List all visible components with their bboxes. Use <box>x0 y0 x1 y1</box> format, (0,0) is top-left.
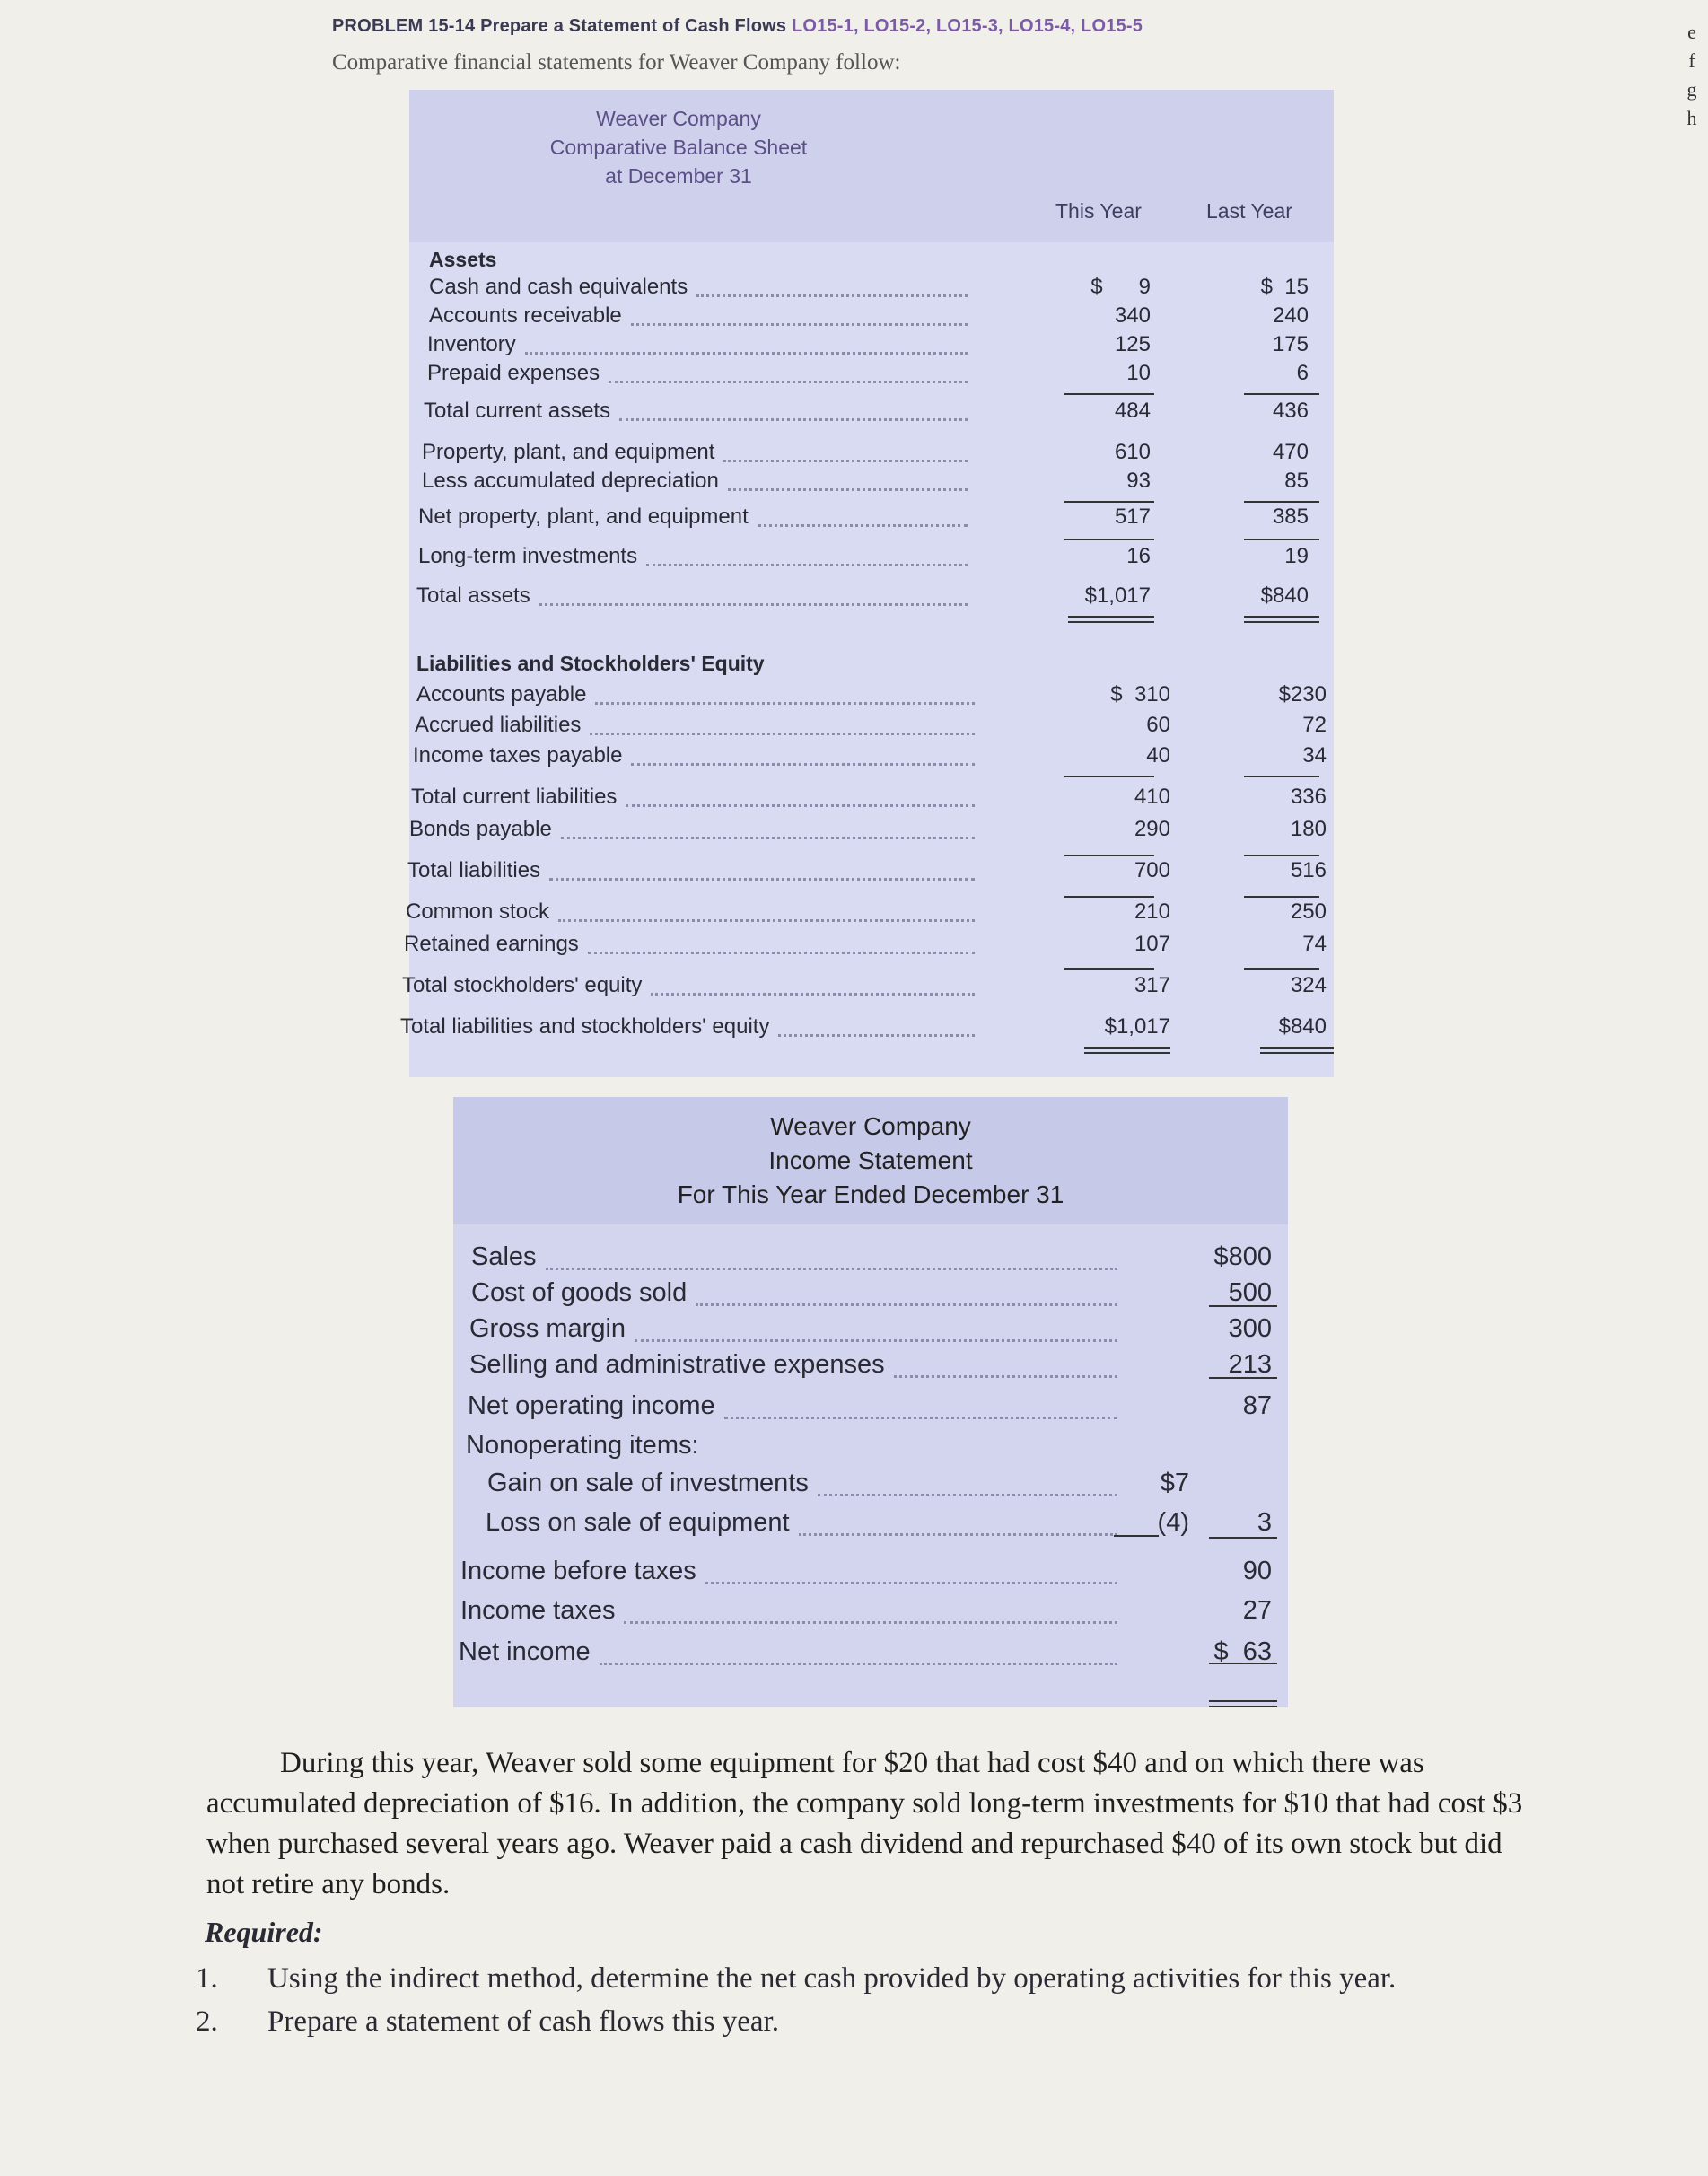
row-label: Common stock <box>406 899 550 924</box>
income-row <box>469 1314 1272 1350</box>
double-underline <box>1084 1047 1170 1054</box>
item-number: 1. <box>196 1962 218 1995</box>
this-year-value: $1,017 <box>1104 1014 1170 1039</box>
row-label: Prepaid expenses <box>427 361 600 385</box>
leader-dots <box>590 733 975 735</box>
balance-row <box>409 817 1327 849</box>
last-year-value: 6 <box>1296 361 1309 385</box>
amount-value: 90 <box>1242 1557 1272 1585</box>
this-year-value: 517 <box>1114 505 1151 529</box>
leader-dots <box>894 1375 1117 1378</box>
this-year-value: 700 <box>1134 858 1170 882</box>
leader-dots <box>651 993 975 996</box>
inner-amount: (4) <box>1157 1508 1189 1537</box>
last-year-value: 385 <box>1272 505 1309 529</box>
inner-amount: $7 <box>1160 1469 1189 1497</box>
row-label: Total assets <box>416 583 530 608</box>
leader-dots <box>600 1663 1117 1665</box>
double-underline <box>1244 616 1319 623</box>
this-year-value: $ 310 <box>1110 682 1170 706</box>
underline <box>1244 393 1319 395</box>
row-label: Income taxes <box>460 1596 616 1625</box>
edge-letter: h <box>1686 107 1697 129</box>
row-label: Total liabilities and stockholders' equity <box>400 1014 770 1039</box>
this-year-value: 125 <box>1114 332 1151 356</box>
balance-sheet <box>400 90 1334 1077</box>
amount-value: 87 <box>1242 1391 1272 1420</box>
balance-row <box>402 973 1327 1005</box>
statement-date: at December 31 <box>605 164 752 188</box>
this-year-value: 290 <box>1134 817 1170 841</box>
last-year-value: $230 <box>1278 682 1327 706</box>
balance-row <box>424 399 1309 431</box>
amount-value: 213 <box>1228 1350 1272 1379</box>
underline <box>1064 393 1154 395</box>
assets-header: Assets <box>429 248 497 271</box>
last-year-value: 240 <box>1272 303 1309 328</box>
last-year-value: 85 <box>1284 469 1309 493</box>
statement-name: Income Statement <box>768 1146 973 1174</box>
balance-row <box>404 932 1327 964</box>
statement-period: For This Year Ended December 31 <box>677 1180 1064 1208</box>
leader-dots <box>539 603 968 606</box>
income-row <box>471 1278 1272 1314</box>
learning-objective-codes: LO15-1, LO15-2, LO15-3, LO15-4, LO15-5 <box>791 16 1143 36</box>
row-label: Accrued liabilities <box>415 713 582 737</box>
row-label: Total stockholders' equity <box>402 973 643 997</box>
leader-dots <box>624 1621 1117 1624</box>
row-label: Retained earnings <box>404 932 579 956</box>
balance-row <box>427 361 1309 393</box>
this-year-value: 210 <box>1134 899 1170 924</box>
balance-row <box>407 858 1327 891</box>
leader-dots <box>631 323 968 326</box>
company-name: Weaver Company <box>770 1112 971 1140</box>
this-year-value: 410 <box>1134 785 1170 809</box>
row-label: Total liabilities <box>407 858 541 882</box>
underline <box>1244 539 1319 540</box>
row-label: Income before taxes <box>460 1557 696 1585</box>
leader-dots <box>723 460 968 462</box>
amount-value: 27 <box>1242 1596 1272 1625</box>
problem-subtitle: Comparative financial statements for Weaver Company follow: <box>332 50 901 75</box>
underline <box>1064 855 1154 856</box>
amount-value: 500 <box>1228 1278 1272 1307</box>
statement-name: Comparative Balance Sheet <box>549 136 808 159</box>
underline <box>1244 855 1319 856</box>
row-label: Net income <box>459 1637 591 1666</box>
row-label: Less accumulated depreciation <box>422 469 719 493</box>
last-year-value: 436 <box>1272 399 1309 423</box>
income-row <box>487 1469 1272 1505</box>
leader-dots <box>619 418 968 421</box>
income-statement <box>453 1097 1288 1707</box>
last-year-value: $840 <box>1260 583 1309 608</box>
double-underline <box>1260 1047 1334 1054</box>
leader-dots <box>558 919 975 922</box>
leader-dots <box>705 1582 1117 1584</box>
row-label: Accounts receivable <box>429 303 622 328</box>
balance-row <box>418 544 1309 576</box>
this-year-value: $1,017 <box>1084 583 1151 608</box>
underline <box>1064 539 1154 540</box>
problem-heading <box>332 16 1143 37</box>
row-label: Income taxes payable <box>413 743 623 768</box>
underline <box>1064 896 1154 898</box>
this-year-value: $ 9 <box>1090 275 1151 299</box>
balance-row <box>413 743 1327 776</box>
row-label: Long-term investments <box>418 544 638 568</box>
underline <box>1209 1305 1277 1307</box>
row-label: Total current liabilities <box>411 785 618 809</box>
leader-dots <box>758 524 968 527</box>
page-edge-letters <box>1683 18 1701 133</box>
edge-letter: e <box>1687 21 1696 43</box>
leader-dots <box>631 763 975 766</box>
column-header-this-year: This Year <box>1055 199 1142 223</box>
underline <box>1209 1537 1277 1539</box>
last-year-value: 250 <box>1290 899 1327 924</box>
leader-dots <box>525 352 968 355</box>
problem-narrative: During this year, Weaver sold some equipment for $20 that had cost $40 and on which there was accumulated depreciation of $16. In addition, the company sold long-term investments for $10 that had cost $3 when purchased several years ago. Weaver paid a cash dividend and repurchased $40 of its own stock but did not retire any bonds. <box>206 1747 1523 1900</box>
income-row <box>459 1637 1272 1673</box>
leader-dots <box>696 294 968 297</box>
last-year-value: 72 <box>1302 713 1327 737</box>
balance-row <box>429 275 1309 307</box>
row-label: Gain on sale of investments <box>487 1469 809 1497</box>
balance-row <box>416 583 1309 616</box>
underline <box>1209 1663 1277 1664</box>
underline <box>1064 501 1154 503</box>
amount-value: 3 <box>1257 1508 1272 1537</box>
last-year-value: 34 <box>1302 743 1327 768</box>
company-name: Weaver Company <box>596 107 761 130</box>
leader-dots <box>546 1268 1117 1270</box>
balance-row <box>400 1014 1327 1047</box>
leader-dots <box>549 878 975 881</box>
liabilities-header: Liabilities and Stockholders' Equity <box>416 652 765 675</box>
edge-letter: g <box>1686 78 1697 101</box>
balance-row <box>427 332 1309 364</box>
row-label: Net operating income <box>468 1391 715 1420</box>
row-label: Selling and administrative expenses <box>469 1350 885 1379</box>
row-label: Accounts payable <box>416 682 587 706</box>
last-year-value: 470 <box>1272 440 1309 464</box>
underline <box>1244 501 1319 503</box>
row-label: Sales <box>471 1242 537 1271</box>
leader-dots <box>635 1339 1117 1342</box>
underline <box>1244 968 1319 970</box>
balance-sheet-title <box>409 104 948 190</box>
leader-dots <box>724 1417 1117 1419</box>
problem-label: PROBLEM 15-14 Prepare a Statement of Cash Flows <box>332 16 787 36</box>
column-header-last-year: Last Year <box>1206 199 1292 223</box>
balance-row <box>415 713 1327 745</box>
amount-value: 300 <box>1228 1314 1272 1343</box>
balance-row <box>416 682 1327 715</box>
income-row <box>466 1431 1272 1467</box>
row-label: Gross margin <box>469 1314 626 1343</box>
leader-dots <box>588 952 975 954</box>
this-year-value: 93 <box>1126 469 1151 493</box>
income-statement-title <box>453 1110 1288 1212</box>
edge-letter: f <box>1688 49 1695 72</box>
this-year-value: 40 <box>1146 743 1170 768</box>
row-label: Total current assets <box>424 399 611 423</box>
row-label: Bonds payable <box>409 817 552 841</box>
leader-dots <box>646 564 968 566</box>
balance-row <box>422 469 1309 501</box>
leader-dots <box>626 804 975 807</box>
underline <box>1244 896 1319 898</box>
row-label: Cost of goods sold <box>471 1278 688 1307</box>
row-label: Net property, plant, and equipment <box>418 505 749 529</box>
row-label: Inventory <box>427 332 516 356</box>
leader-dots <box>609 381 968 383</box>
double-underline <box>1209 1700 1277 1707</box>
last-year-value: $ 15 <box>1260 275 1309 299</box>
this-year-value: 610 <box>1114 440 1151 464</box>
this-year-value: 107 <box>1134 932 1170 956</box>
underline <box>1209 1377 1277 1379</box>
balance-row <box>411 785 1327 817</box>
double-underline <box>1068 616 1154 623</box>
income-row <box>460 1596 1272 1632</box>
last-year-value: 19 <box>1284 544 1309 568</box>
income-row <box>460 1557 1272 1593</box>
last-year-value: 180 <box>1290 817 1327 841</box>
amount-value: $ 63 <box>1213 1637 1272 1666</box>
income-row <box>486 1508 1272 1544</box>
required-heading: Required: <box>205 1916 323 1948</box>
item-text: Using the indirect method, determine the net cash provided by operating activities for this year. <box>267 1962 1397 1995</box>
this-year-value: 10 <box>1126 361 1151 385</box>
balance-row <box>429 303 1309 336</box>
leader-dots <box>799 1533 1117 1536</box>
last-year-value: 336 <box>1290 785 1327 809</box>
income-row <box>468 1391 1272 1427</box>
underline <box>1064 776 1154 777</box>
last-year-value: $840 <box>1278 1014 1327 1039</box>
this-year-value: 317 <box>1134 973 1170 997</box>
this-year-value: 340 <box>1114 303 1151 328</box>
amount-value: $800 <box>1213 1242 1272 1271</box>
this-year-value: 16 <box>1126 544 1151 568</box>
row-label: Loss on sale of equipment <box>486 1508 790 1537</box>
leader-dots <box>595 702 975 705</box>
income-row <box>469 1350 1272 1386</box>
leader-dots <box>561 837 975 839</box>
underline <box>1114 1535 1159 1537</box>
last-year-value: 516 <box>1290 858 1327 882</box>
item-number: 2. <box>196 2005 218 2038</box>
row-label: Nonoperating items: <box>466 1431 699 1460</box>
item-text: Prepare a statement of cash flows this year. <box>267 2005 779 2038</box>
income-row <box>471 1242 1272 1278</box>
leader-dots <box>778 1034 975 1037</box>
balance-row <box>422 440 1309 472</box>
last-year-value: 175 <box>1272 332 1309 356</box>
leader-dots <box>728 488 968 491</box>
last-year-value: 324 <box>1290 973 1327 997</box>
this-year-value: 484 <box>1114 399 1151 423</box>
last-year-value: 74 <box>1302 932 1327 956</box>
underline <box>1244 776 1319 777</box>
this-year-value: 60 <box>1146 713 1170 737</box>
row-label: Property, plant, and equipment <box>422 440 715 464</box>
leader-dots <box>696 1303 1117 1306</box>
underline <box>1064 968 1154 970</box>
balance-row <box>406 899 1327 932</box>
balance-row <box>418 505 1309 537</box>
row-label: Cash and cash equivalents <box>429 275 688 299</box>
